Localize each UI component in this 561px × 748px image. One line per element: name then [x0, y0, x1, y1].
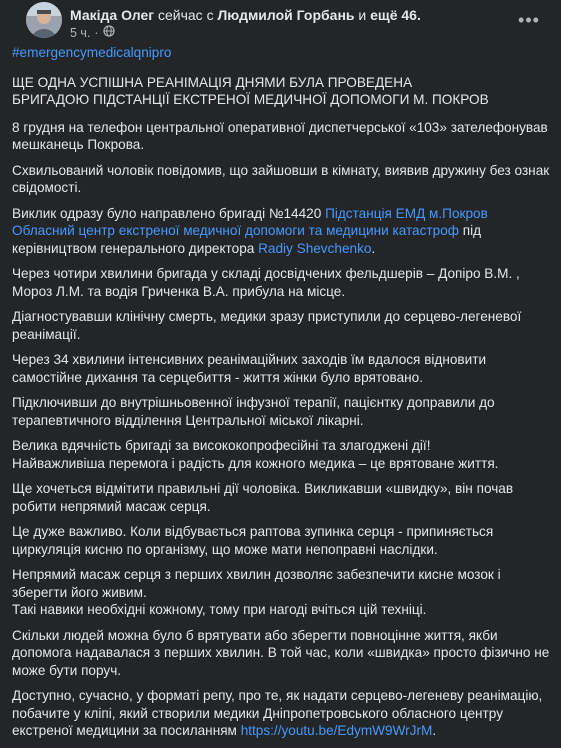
director-profile-link[interactable]: Radiy Shevchenko	[258, 240, 372, 256]
paragraph-6: Через 34 хвилини інтенсивних реанімаційних заходів їм вдалося відновити самостійне дихання та серцебиття - життя жінки було врятовано.	[12, 352, 487, 385]
p13-prefix: Доступно, сучасно, у форматі репу, про те, як надати серцево-легеневу реанімацію, побачите у кліпі, який створили медики Дніпропетровського обласного центру екстреної медицини за посиланням	[12, 688, 543, 738]
paragraph-2: Схвильований чоловік повідомив, що зайшовши в кімнату, виявив дружину без ознак свідомості.	[12, 162, 550, 195]
paragraph-10: Це дуже важливо. Коли відбувається раптова зупинка серця - припиняється циркуляція кисню по організму, що може мати непоправні наслідки.	[12, 524, 494, 557]
p11-line-2: Такі навики необхідні кожному, тому при нагоді вчіться цій техніці.	[12, 602, 427, 617]
tagged-person[interactable]: Людмилой Горбань	[217, 7, 355, 23]
paragraph-12: Скільки людей можна було б врятувати або зберегти повноцінне життя, якби допомога надавалася з перших хвилин. В той час, коли «швидка» просто фізично не може бути поруч.	[12, 627, 550, 678]
p8-line-1: Велика вдячність бригаді за висококопрофесійні та злагоджені дії!	[12, 438, 431, 453]
tagged-others[interactable]: ещё 46.	[370, 7, 421, 23]
paragraph-4: Через чотири хвилини бригада у складі досвідчених фельдшерів – Допіро В.М. , Мороз Л.М. та водія Гриченка В.А. прибула на місце.	[12, 266, 520, 299]
post-meta	[70, 25, 115, 40]
paragraph-1: 8 грудня на телефон центральної оперативної диспетчерської «103» зателефонував мешканець Покрова.	[12, 119, 548, 152]
paragraph-8	[12, 437, 552, 472]
p8-line-2: Найважливіша перемога і радість для кожного медика – це врятоване життя.	[12, 455, 499, 471]
p3-prefix: Виклик одразу було направлено бригаді №14420	[12, 205, 326, 221]
avatar-photo-icon	[26, 2, 62, 38]
globe-icon	[103, 25, 115, 40]
p11-line-1: Непрямий масаж серця з перших хвилин дозволяє забезпечити кисне мозок і зберегти його живим.	[12, 567, 501, 600]
meta-separator: ·	[94, 25, 99, 40]
and-text: и	[358, 7, 367, 23]
p13-end: .	[432, 723, 437, 738]
paragraph-7: Підключивши до внутрішньовенної інфузної терапії, пацієнтку доправили до терапевтичного відділення Центральної міської лікарні.	[12, 395, 495, 428]
regional-center-page-link[interactable]: Обласний центр екстреної медичної допомоги та медицини катастроф	[12, 223, 459, 238]
author-name[interactable]: Макіда Олег	[70, 7, 155, 23]
avatar[interactable]	[26, 2, 62, 38]
substation-page-link[interactable]: Підстанція ЕМД м.Покров	[325, 205, 488, 221]
more-options-icon[interactable]: •••	[518, 10, 540, 31]
post-heading	[12, 74, 552, 109]
post-time[interactable]: 5 ч.	[70, 25, 91, 40]
p3-end: .	[371, 240, 376, 256]
paragraph-3	[12, 205, 552, 258]
heading-line-2: БРИГАДОЮ ПІДСТАНЦІЇ ЕКСТРЕНОЇ МЕДИЧНОЇ ДОПОМОГИ М. ПОКРОВ	[12, 92, 489, 107]
post-content	[12, 44, 552, 748]
paragraph-13	[12, 687, 552, 740]
hashtag-link[interactable]: #emergencymedicalqnipro	[12, 45, 172, 60]
youtube-link[interactable]: https://youtu.be/EdymW9WrJrM	[240, 723, 433, 738]
paragraph-9: Ще хочеться відмітити правильні дії чоловіка. Викликавши «швидку», він почав робити непрямий масаж серця.	[12, 481, 514, 514]
p3-mid: під керівництвом генерального директора	[12, 223, 482, 256]
author-connector: сейчас с	[158, 7, 214, 23]
post-header	[12, 0, 551, 42]
paragraph-11	[12, 566, 552, 619]
paragraph-5: Діагностувавши клінічну смерть, медики зразу приступили до серцево-легеневої реанімації.	[12, 309, 522, 342]
heading-line-1: ЩЕ ОДНА УСПІШНА РЕАНІМАЦІЯ ДНЯМИ БУЛА ПРОВЕДЕНА	[12, 74, 413, 90]
author-line	[70, 7, 421, 24]
